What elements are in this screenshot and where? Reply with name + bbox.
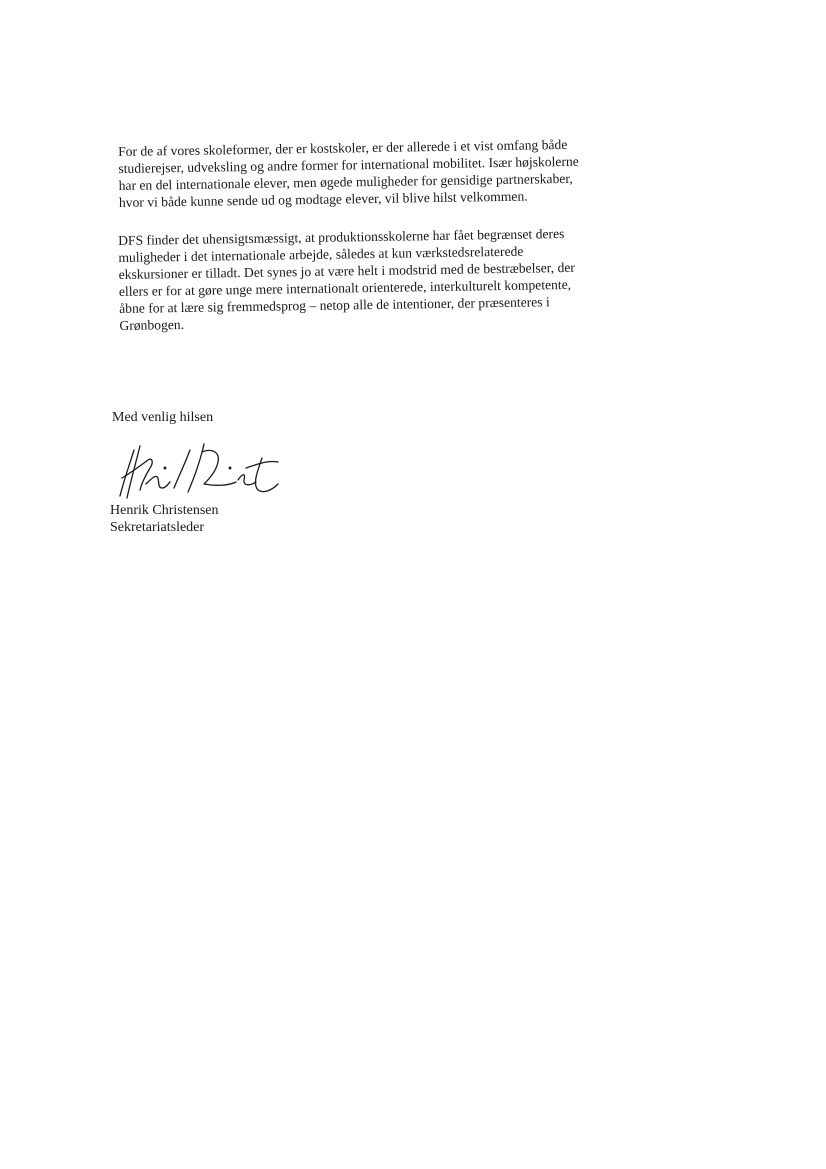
signer-block [110,502,218,536]
handwritten-signature [112,438,292,504]
paragraph-line: muligheder i det internationale arbejde, således at kun værkstedsrelaterede [118,243,524,265]
paragraph-line: For de af vores skoleformer, der er kostskoler, er der allerede i et vist omfang både [118,136,568,159]
signer-title: Sekretariatsleder [110,520,205,535]
paragraph-international-mobility [118,135,639,211]
paragraph-line: ellers er for at gøre unge mere internationalt orienterede, interkulturelt kompetente, [118,276,572,299]
paragraph-line: åbne for at lære sig fremmedsprog – netop alle de intentioner, der præsenteres i [119,294,550,316]
paragraph-line: studierejser, udveksling og andre former for international mobilitet. Især højskolerne [118,153,579,176]
paragraph-line: Grønbogen. [119,316,185,333]
closing-salutation: Med venlig hilsen [112,410,214,425]
signer-name: Henrik Christensen [110,503,219,518]
paragraph-line: har en del internationale elever, men øgede muligheder for gensidige partnerskaber, [118,170,573,193]
paragraph-line: ekskursioner er tilladt. Det synes jo at være helt i modstrid med de bestræbelser, der [118,259,575,282]
paragraph-line: hvor vi både kunne sende ud og modtage elever, vil blive hilst velkommen. [118,188,528,210]
paragraph-line: DFS finder det uhensigtsmæssigt, at produktionsskolerne har fået begrænset deres [118,225,565,248]
paragraph-production-schools [118,224,640,334]
